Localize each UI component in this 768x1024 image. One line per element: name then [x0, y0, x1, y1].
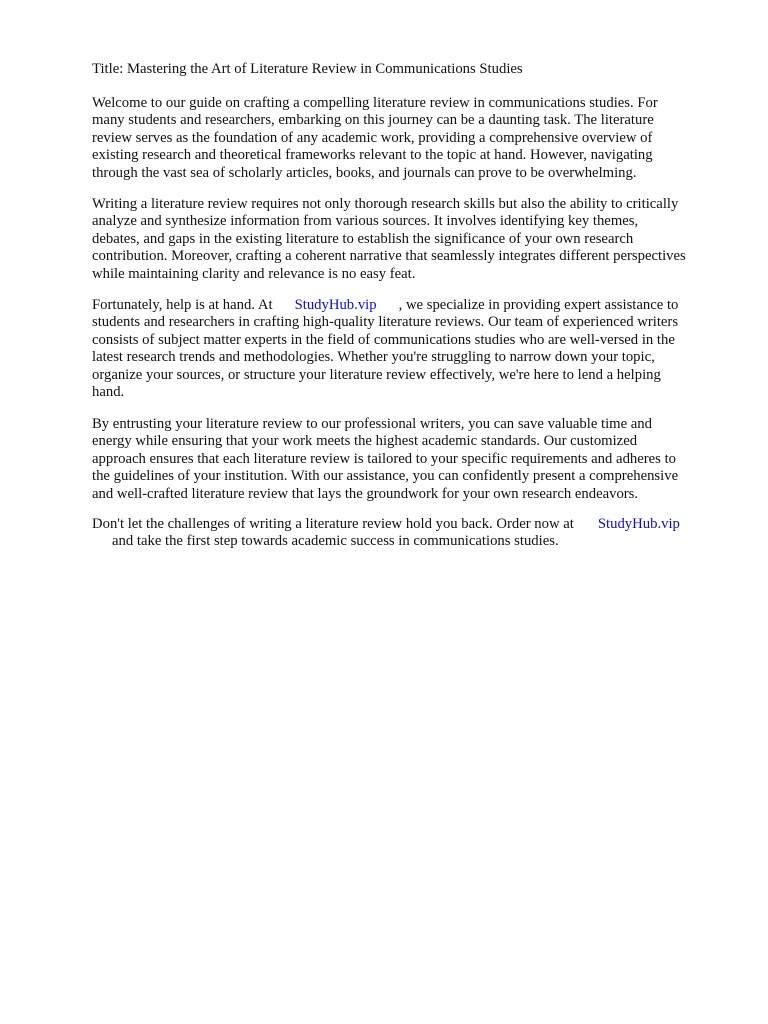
paragraph-line: many students and researchers, embarking on this journey can be a daunting task. The literature: [92, 112, 654, 129]
paragraph-line: [92, 516, 732, 533]
paragraph-text: , we specialize in providing expert assistance to: [398, 297, 679, 313]
paragraph-line: while maintaining clarity and relevance is no easy feat.: [92, 265, 416, 282]
paragraph-help: [92, 297, 732, 401]
studyhub-link-cta[interactable]: StudyHub.vip: [597, 516, 680, 532]
paragraph-text: Fortunately, help is at hand. At: [92, 297, 273, 313]
paragraph-line: approach ensures that each literature review is tailored to your specific requirements and adheres to: [92, 450, 676, 467]
paragraph-line: latest research trends and methodologies. Whether you're struggling to narrow down your topic,: [92, 349, 655, 366]
paragraph-line: existing research and theoretical frameworks relevant to the topic at hand. However, navigating: [92, 147, 653, 164]
paragraph-line: the guidelines of your institution. With our assistance, you can confidently present a comprehensive: [92, 468, 679, 485]
paragraph-writing: [92, 196, 732, 283]
paragraph-intro: [92, 95, 732, 182]
paragraph-line: students and researchers in crafting high-quality literature reviews. Our team of experienced writers: [92, 314, 679, 331]
paragraph-line: By entrusting your literature review to our professional writers, you can save valuable time and: [92, 416, 652, 432]
paragraph-text: Don't let the challenges of writing a literature review hold you back. Order now at: [92, 516, 574, 532]
paragraph-line: hand.: [92, 384, 125, 401]
paragraph-line: and well-crafted literature review that lays the groundwork for your own research endeavors.: [92, 485, 639, 502]
paragraph-entrusting: [92, 416, 732, 503]
studyhub-link[interactable]: StudyHub.vip: [294, 297, 377, 313]
paragraph-line: consists of subject matter experts in the field of communications studies who are well-versed in the: [92, 331, 675, 348]
paragraph-line: energy while ensuring that your work meets the highest academic standards. Our customized: [92, 433, 638, 450]
paragraph-line: analyze and synthesize information from various sources. It involves identifying key themes,: [92, 213, 639, 230]
paragraph-cta: [92, 516, 732, 551]
paragraph-line: Welcome to our guide on crafting a compelling literature review in communications studies. For: [92, 95, 658, 111]
paragraph-line: debates, and gaps in the existing literature to establish the significance of your own research: [92, 230, 634, 247]
paragraph-line: Writing a literature review requires not only thorough research skills but also the ability to critically: [92, 196, 679, 212]
paragraph-line: contribution. Moreover, crafting a coherent narrative that seamlessly integrates different perspectives: [92, 248, 686, 265]
document-title: Title: Mastering the Art of Literature Review in Communications Studies: [92, 61, 523, 77]
paragraph-line: organize your sources, or structure your literature review effectively, we're here to lend a helping: [92, 366, 661, 383]
paragraph-line: [92, 297, 732, 314]
paragraph-line: through the vast sea of scholarly articles, books, and journals can prove to be overwhelming.: [92, 164, 637, 181]
paragraph-text: and take the first step towards academic success in communications studies.: [112, 533, 559, 550]
paragraph-line: [92, 533, 732, 550]
paragraph-line: review serves as the foundation of any academic work, providing a comprehensive overview of: [92, 129, 653, 146]
